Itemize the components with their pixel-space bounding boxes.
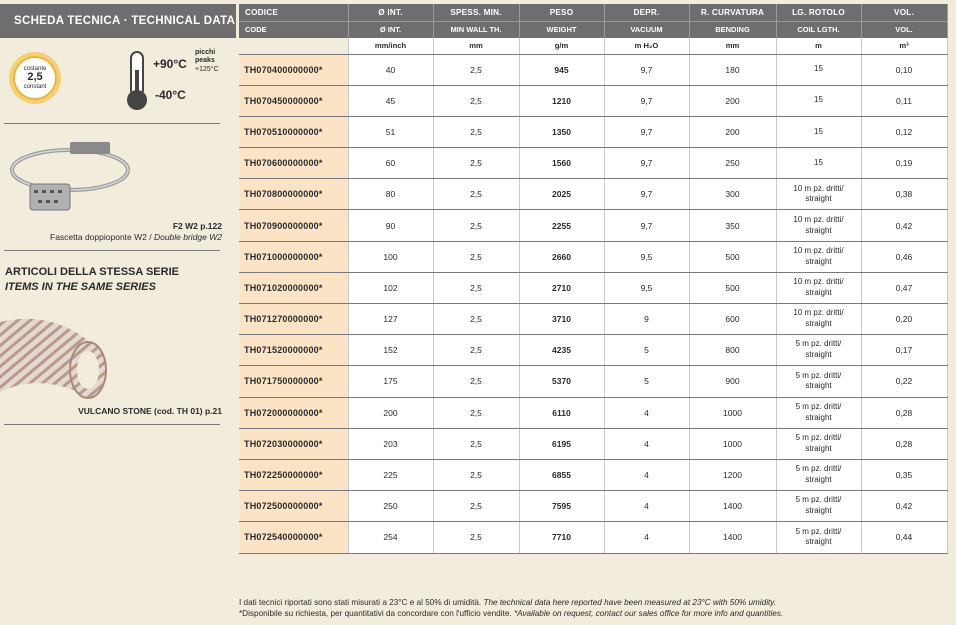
- weight: 6855: [519, 459, 604, 490]
- product-code: TH071750000000*: [239, 366, 348, 397]
- table-row: [239, 428, 947, 459]
- series-title: ARTICOLI DELLA STESSA SERIE: [5, 266, 179, 278]
- coil-length-line1: 5 m pz. dritti/: [795, 433, 842, 443]
- coil-length: [776, 366, 861, 397]
- bending-radius: 500: [689, 272, 776, 303]
- temp-max: +90°C: [153, 57, 187, 71]
- table-row: [239, 491, 947, 522]
- inner-diameter: 90: [348, 210, 433, 241]
- wall-thickness: 2,5: [433, 148, 519, 179]
- table-row: [239, 335, 947, 366]
- inner-diameter: 250: [348, 491, 433, 522]
- wall-thickness: 2,5: [433, 366, 519, 397]
- bending-radius: 600: [689, 304, 776, 335]
- badge-label-it: costante: [23, 65, 47, 72]
- bending-radius: 200: [689, 85, 776, 116]
- vacuum: 4: [604, 397, 689, 428]
- header-cell: g/m: [519, 38, 604, 54]
- volume: 0,42: [861, 210, 947, 241]
- coil-length-line2: straight: [805, 412, 832, 422]
- thermometer-icon: [124, 50, 150, 112]
- hose-image-icon: [0, 302, 110, 404]
- table-row: [239, 241, 947, 272]
- vacuum: 9,7: [604, 210, 689, 241]
- table-row: [239, 210, 947, 241]
- wall-thickness: 2,5: [433, 335, 519, 366]
- table-row: [239, 366, 947, 397]
- wall-thickness: 2,5: [433, 272, 519, 303]
- bending-radius: 350: [689, 210, 776, 241]
- wall-thickness: 2,5: [433, 304, 519, 335]
- coil-length: [776, 522, 861, 553]
- wall-thickness: 2,5: [433, 397, 519, 428]
- divider: [4, 123, 220, 124]
- coil-length-line1: 10 m pz. dritti/: [793, 183, 844, 193]
- bending-radius: 500: [689, 241, 776, 272]
- bending-radius: 1400: [689, 522, 776, 553]
- bending-radius: 1000: [689, 428, 776, 459]
- coil-length: [776, 397, 861, 428]
- wall-thickness: 2,5: [433, 179, 519, 210]
- volume: 0,28: [861, 397, 947, 428]
- product-code: TH072250000000*: [239, 459, 348, 490]
- header-cell: SPESS. MIN.: [433, 4, 519, 21]
- header-cell: mm: [689, 38, 776, 54]
- bending-radius: 800: [689, 335, 776, 366]
- note1-en: The technical data here reported have been measured at 23°C with 50% umidity.: [483, 598, 777, 607]
- volume: 0,19: [861, 148, 947, 179]
- coil-length-line1: 5 m pz. dritti/: [795, 495, 842, 505]
- weight: 5370: [519, 366, 604, 397]
- weight: 1560: [519, 148, 604, 179]
- peaks-label-it: picchi: [195, 49, 216, 56]
- volume: 0,35: [861, 459, 947, 490]
- coil-length-line2: straight: [805, 350, 832, 360]
- coil-length-line1: 15: [814, 157, 823, 167]
- wall-thickness: 2,5: [433, 522, 519, 553]
- vacuum: 9,5: [604, 272, 689, 303]
- note2-en: *Available on request, contact our sales office for more info and quantities.: [513, 609, 784, 619]
- inner-diameter: 51: [348, 116, 433, 147]
- inner-diameter: 45: [348, 85, 433, 116]
- volume: 0,12: [861, 116, 947, 147]
- weight: 2255: [519, 210, 604, 241]
- coil-length: [776, 304, 861, 335]
- header-cell: WEIGHT: [519, 21, 604, 38]
- coil-length-line2: straight: [805, 287, 832, 297]
- header-row-it: [239, 4, 947, 21]
- weight: 2710: [519, 272, 604, 303]
- units-row: [239, 38, 947, 54]
- header-cell: BENDING: [689, 21, 776, 38]
- volume: 0,10: [861, 54, 947, 85]
- clamp-desc-it: Fascetta doppioponte W2 /: [50, 232, 154, 242]
- clamp-desc-en: Double bridge W2: [153, 232, 222, 242]
- badge-label-en: constant: [23, 83, 47, 90]
- vacuum: 4: [604, 522, 689, 553]
- weight: 2025: [519, 179, 604, 210]
- coil-length-line2: straight: [805, 319, 832, 329]
- bending-radius: 180: [689, 54, 776, 85]
- wall-thickness-badge: [9, 52, 61, 104]
- bending-radius: 300: [689, 179, 776, 210]
- volume: 0,42: [861, 491, 947, 522]
- divider: [4, 250, 220, 251]
- inner-diameter: 60: [348, 148, 433, 179]
- vacuum: 5: [604, 366, 689, 397]
- bending-radius: 1000: [689, 397, 776, 428]
- header-cell: DEPR.: [604, 4, 689, 21]
- header-cell: m³: [861, 38, 947, 54]
- volume: 0,28: [861, 428, 947, 459]
- volume: 0,17: [861, 335, 947, 366]
- header-row-en: [239, 21, 947, 38]
- coil-length-line2: straight: [805, 537, 832, 547]
- product-code: TH070400000000*: [239, 54, 348, 85]
- clamp-reference: F2 W2 p.122: [172, 221, 222, 231]
- vacuum: 9,7: [604, 116, 689, 147]
- coil-length-line1: 10 m pz. dritti/: [793, 214, 844, 224]
- coil-length-line2: straight: [805, 381, 832, 391]
- weight: 7710: [519, 522, 604, 553]
- product-code: TH072500000000*: [239, 491, 348, 522]
- vacuum: 4: [604, 459, 689, 490]
- product-code: TH071270000000*: [239, 304, 348, 335]
- inner-diameter: 40: [348, 54, 433, 85]
- coil-length-line1: 5 m pz. dritti/: [795, 339, 842, 349]
- footnotes: [239, 597, 954, 620]
- weight: 7595: [519, 491, 604, 522]
- table-row: [239, 116, 947, 147]
- product-code: TH072000000000*: [239, 397, 348, 428]
- coil-length-line2: straight: [805, 256, 832, 266]
- product-code: TH071520000000*: [239, 335, 348, 366]
- volume: 0,20: [861, 304, 947, 335]
- vacuum: 9,7: [604, 148, 689, 179]
- weight: 2660: [519, 241, 604, 272]
- weight: 1350: [519, 116, 604, 147]
- left-panel: [0, 0, 236, 430]
- temp-min: -40°C: [155, 88, 186, 102]
- coil-length-line1: 5 m pz. dritti/: [795, 526, 842, 536]
- technical-data-table: [239, 4, 947, 554]
- coil-length: [776, 54, 861, 85]
- coil-length-line1: 15: [814, 126, 823, 136]
- header-cell: Ø INT.: [348, 21, 433, 38]
- header-cell: m H₂O: [604, 38, 689, 54]
- vacuum: 4: [604, 428, 689, 459]
- coil-length-line1: 10 m pz. dritti/: [793, 277, 844, 287]
- table-row: [239, 397, 947, 428]
- wall-thickness: 2,5: [433, 54, 519, 85]
- table-row: [239, 85, 947, 116]
- wall-thickness: 2,5: [433, 241, 519, 272]
- header-cell: mm: [433, 38, 519, 54]
- series-subtitle: ITEMS IN THE SAME SERIES: [5, 281, 156, 293]
- wall-thickness: 2,5: [433, 428, 519, 459]
- product-code: TH072030000000*: [239, 428, 348, 459]
- weight: 1210: [519, 85, 604, 116]
- weight: 3710: [519, 304, 604, 335]
- vacuum: 9,5: [604, 241, 689, 272]
- bending-radius: 250: [689, 148, 776, 179]
- volume: 0,22: [861, 366, 947, 397]
- volume: 0,38: [861, 179, 947, 210]
- coil-length: [776, 428, 861, 459]
- vacuum: 9: [604, 304, 689, 335]
- weight: 6110: [519, 397, 604, 428]
- coil-length: [776, 116, 861, 147]
- vacuum: 5: [604, 335, 689, 366]
- table-row: [239, 54, 947, 85]
- coil-length-line1: 15: [814, 64, 823, 74]
- product-code: TH070510000000*: [239, 116, 348, 147]
- footnote-measurement: [239, 597, 954, 608]
- header-cell: MIN WALL TH.: [433, 21, 519, 38]
- inner-diameter: 127: [348, 304, 433, 335]
- wall-thickness: 2,5: [433, 459, 519, 490]
- footnote-availability: [239, 608, 954, 619]
- wall-thickness: 2,5: [433, 491, 519, 522]
- header-cell: mm/inch: [348, 38, 433, 54]
- coil-length: [776, 491, 861, 522]
- section-title: SCHEDA TECNICA · TECHNICAL DATA: [0, 4, 236, 38]
- header-cell: VOL.: [861, 21, 947, 38]
- series-item: VULCANO STONE (cod. TH 01) p.21: [78, 406, 222, 416]
- inner-diameter: 200: [348, 397, 433, 428]
- note2-it: *Disponibile su richiesta, per quantitativi da concordare con l'ufficio vendite.: [239, 609, 514, 619]
- inner-diameter: 152: [348, 335, 433, 366]
- coil-length-line1: 5 m pz. dritti/: [795, 401, 842, 411]
- badge-value: 2,5: [27, 71, 43, 84]
- table-row: [239, 459, 947, 490]
- product-code: TH072540000000*: [239, 522, 348, 553]
- vacuum: 9,7: [604, 179, 689, 210]
- coil-length-line1: 5 m pz. dritti/: [795, 464, 842, 474]
- product-code: TH070450000000*: [239, 85, 348, 116]
- header-cell: CODICE: [239, 4, 348, 21]
- badge-inner: [13, 56, 57, 100]
- weight: 4235: [519, 335, 604, 366]
- header-cell: LG. ROTOLO: [776, 4, 861, 21]
- table-row: [239, 522, 947, 553]
- header-cell: VOL.: [861, 4, 947, 21]
- inner-diameter: 80: [348, 179, 433, 210]
- header-cell: PESO: [519, 4, 604, 21]
- inner-diameter: 100: [348, 241, 433, 272]
- table-row: [239, 148, 947, 179]
- header-cell: m: [776, 38, 861, 54]
- clamp-description: [0, 232, 222, 242]
- product-code: TH070600000000*: [239, 148, 348, 179]
- inner-diameter: 225: [348, 459, 433, 490]
- coil-length-line2: straight: [805, 194, 832, 204]
- header-cell: Ø INT.: [348, 4, 433, 21]
- clamp-image-icon: [8, 140, 138, 220]
- header-cell: VACUUM: [604, 21, 689, 38]
- note1-it: I dati tecnici riportati sono stati misurati a 23°C e al 50% di umidità.: [239, 598, 484, 607]
- table-row: [239, 272, 947, 303]
- coil-length-line2: straight: [805, 443, 832, 453]
- coil-length-line2: straight: [805, 506, 832, 516]
- header-cell: [239, 38, 348, 54]
- bending-radius: 1400: [689, 491, 776, 522]
- inner-diameter: 102: [348, 272, 433, 303]
- coil-length: [776, 459, 861, 490]
- coil-length: [776, 241, 861, 272]
- volume: 0,11: [861, 85, 947, 116]
- vacuum: 9,7: [604, 85, 689, 116]
- coil-length: [776, 272, 861, 303]
- weight: 6195: [519, 428, 604, 459]
- volume: 0,44: [861, 522, 947, 553]
- header-cell: COIL LGTH.: [776, 21, 861, 38]
- product-code: TH071020000000*: [239, 272, 348, 303]
- volume: 0,46: [861, 241, 947, 272]
- wall-thickness: 2,5: [433, 210, 519, 241]
- header-cell: R. CURVATURA: [689, 4, 776, 21]
- coil-length: [776, 179, 861, 210]
- peaks-value: +125°C: [195, 65, 219, 73]
- coil-length: [776, 148, 861, 179]
- product-code: TH070900000000*: [239, 210, 348, 241]
- product-code: TH070800000000*: [239, 179, 348, 210]
- inner-diameter: 254: [348, 522, 433, 553]
- coil-length: [776, 210, 861, 241]
- coil-length-line1: 15: [814, 95, 823, 105]
- divider: [4, 424, 220, 425]
- inner-diameter: 203: [348, 428, 433, 459]
- coil-length: [776, 85, 861, 116]
- volume: 0,47: [861, 272, 947, 303]
- coil-length-line1: 5 m pz. dritti/: [795, 370, 842, 380]
- bending-radius: 900: [689, 366, 776, 397]
- bending-radius: 200: [689, 116, 776, 147]
- wall-thickness: 2,5: [433, 116, 519, 147]
- table-row: [239, 179, 947, 210]
- peaks-label-en: peaks: [195, 57, 215, 65]
- bending-radius: 1200: [689, 459, 776, 490]
- header-cell: CODE: [239, 21, 348, 38]
- inner-diameter: 175: [348, 366, 433, 397]
- coil-length: [776, 335, 861, 366]
- table-row: [239, 304, 947, 335]
- wall-thickness: 2,5: [433, 85, 519, 116]
- vacuum: 9,7: [604, 54, 689, 85]
- vacuum: 4: [604, 491, 689, 522]
- product-code: TH071000000000*: [239, 241, 348, 272]
- temp-peaks: [195, 49, 219, 74]
- coil-length-line1: 10 m pz. dritti/: [793, 308, 844, 318]
- coil-length-line2: straight: [805, 225, 832, 235]
- coil-length-line1: 10 m pz. dritti/: [793, 245, 844, 255]
- coil-length-line2: straight: [805, 475, 832, 485]
- weight: 945: [519, 54, 604, 85]
